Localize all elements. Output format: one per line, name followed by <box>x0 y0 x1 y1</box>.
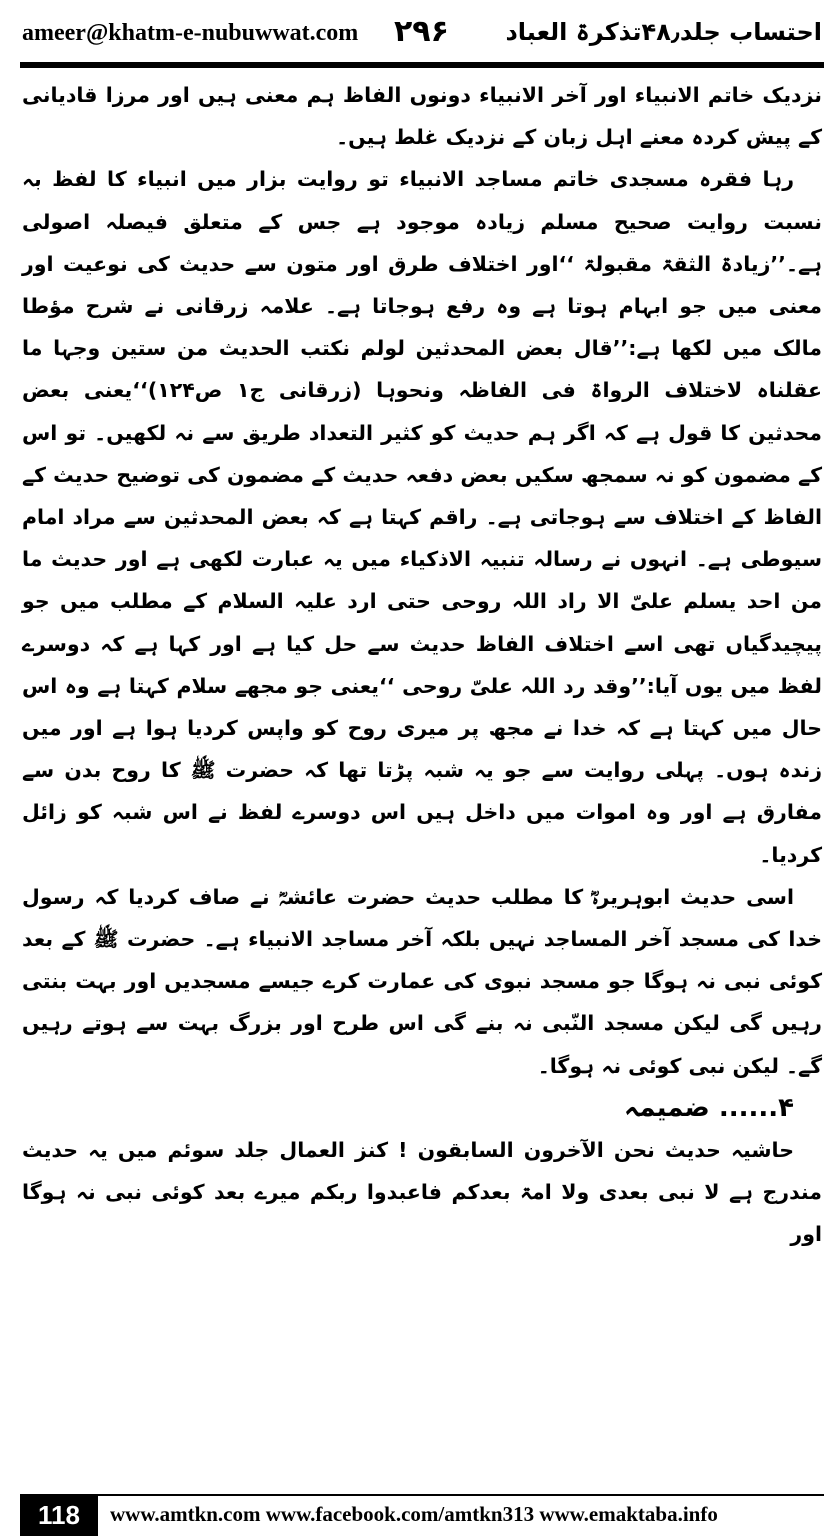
header-rule <box>20 62 824 68</box>
section-heading: ۴...... ضمیمہ <box>623 1092 794 1123</box>
paragraph-1: نزدیک خاتم الانبیاء اور آخر الانبیاء دونوں الفاظ ہم معنی ہیں اور مرزا قادیانی کے پیش کردہ معنے اہل زبان کے نزدیک غلط ہیں۔ <box>22 83 822 150</box>
paragraph-2: رہا فقرہ مسجدی خاتم مساجد الانبیاء تو روایت بزار میں انبیاء کا لفظ بہ نسبت روایت صحیح مسلم زیادہ موجود ہے جس کے متعلق فیصلہ اصولی ہے۔’’زیادۃ الثقۃ مقبولۃ ‘‘اور اختلاف طرق اور متون سے حدیث کی نوعیت اور معنی میں جو ابہام ہوتا ہے وہ رفع ہوجاتا ہے۔ علامہ زرقانی نے شرح مؤطا مالک میں لکھا ہے:’’قال بعض المحدثین لولم نکتب الحدیث من ستین وجہا ما عقلناہ لاختلاف الرواۃ فی الفاظہ ونحوہا (زرقانی ج۱ ص۱۲۴)‘‘یعنی بعض محدثین کا قول ہے کہ اگر ہم حدیث کو کثیر التعداد طریق سے نہ لکھیں۔ تو اس کے مضمون کو نہ سمجھ سکیں بعض دفعہ حدیث کے مضمون کی توضیح حدیث کے الفاظ کے اختلاف سے ہوجاتی ہے۔ راقم کہتا ہے کہ بعض المحدثین سے مراد امام سیوطی ہے۔ انہوں نے رسالہ تنبیہ الاذکیاء میں یہ عبارت لکھی ہے اور حدیث ما من احد یسلم علیّ الا راد اللہ روحی حتی ارد علیہ السلام کے مطلب میں جو پیچیدگیاں تھی اسے اختلاف الفاظ حدیث سے حل کیا ہے اور کہا ہے کہ دوسرے لفظ میں یوں آیا:’’وقد رد اللہ علیّ روحی ‘‘یعنی جو مجھے سلام کہتا ہے وہ اس حال میں کہتا ہے کہ خدا نے مجھ پر میری روح کو واپس کردیا ہوا ہے اور میں زندہ ہوں۔ پہلی روایت سے جو یہ شبہ پڑتا تھا کہ حضرت ﷺ کا روح بدن سے مفارق ہے اور وہ اموات میں داخل ہیں اس دوسرے لفظ نے اس شبہ کو زائل کردیا۔ <box>22 167 822 867</box>
appendix-paragraph: حاشیہ حدیث نحن الآخرون السابقون ! کنز العمال جلد سوئم میں یہ حدیث مندرج ہے لا نبی بعدی ولا امۃ بعدکم فاعبدوا ربکم میرے بعد کوئی نبی نہ ہوگا اور <box>22 1138 822 1247</box>
footer-links[interactable]: www.amtkn.com www.facebook.com/amtkn313 www.emaktaba.info <box>110 1502 718 1526</box>
footer-rule <box>96 1494 824 1496</box>
footer-page-number: 118 <box>20 1494 98 1536</box>
page-body <box>22 74 822 1256</box>
header-email: ameer@khatm-e-nubuwwat.com <box>22 20 359 46</box>
header-page-number: ۲۹۶ <box>394 14 449 49</box>
page-header <box>22 14 822 60</box>
header-book-title: احتساب جلد۴۸٫تذکرۃ العباد <box>505 18 822 46</box>
paragraph-3: اسی حدیث ابوہریرہؓ کا مطلب حدیث حضرت عائشہؓ نے صاف کردیا کہ رسول خدا کی مسجد آخر المساجد نہیں بلکہ آخر مساجد الانبیاء ہے۔ حضرت ﷺ کے بعد کوئی نبی نہ ہوگا جو مسجد نبوی کی عمارت کرے جیسے مسجدیں اور بہت بنتی رہیں گی لیکن مسجد النّبی نہ بنے گی اس طرح اور بزرگ بہت سے ہوتے رہیں گے۔ لیکن نبی کوئی نہ ہوگا۔ <box>22 884 822 1078</box>
